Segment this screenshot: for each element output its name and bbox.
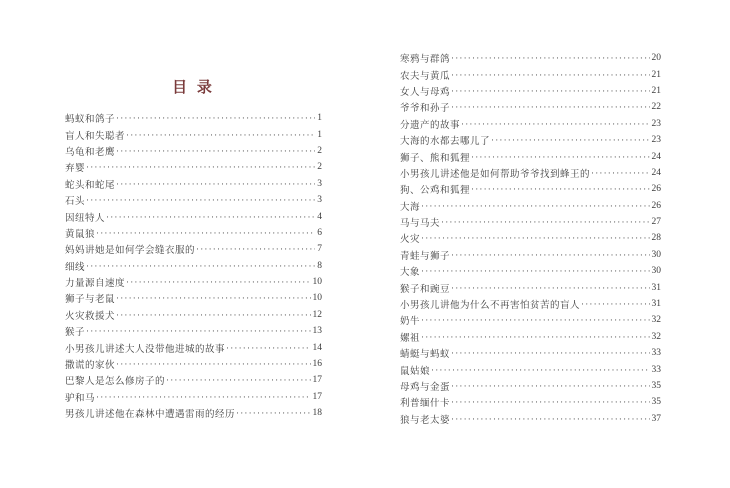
toc-entry <box>400 165 661 181</box>
toc-leader-dots <box>420 332 649 342</box>
toc-entry <box>400 83 661 99</box>
toc-page-number: 6 <box>317 227 322 238</box>
toc-entry-title: 乌龟和老鹰 <box>65 147 116 158</box>
toc-leader-dots <box>450 397 649 407</box>
toc-entry-title: 弃婴 <box>65 164 86 175</box>
toc-leader-dots <box>115 146 315 156</box>
toc-leader-dots <box>420 315 649 325</box>
toc-entry-title: 狮子、熊和狐狸 <box>400 153 471 164</box>
toc-entry <box>65 110 322 126</box>
toc-page-number: 30 <box>651 266 661 277</box>
toc-page-number: 33 <box>651 364 661 375</box>
toc-entry-title: 分遗产的故事 <box>400 120 461 131</box>
toc-leader-dots <box>165 375 310 385</box>
toc-entry <box>400 361 661 377</box>
toc-page-number: 20 <box>651 53 661 64</box>
toc-entry-title: 大海 <box>400 202 421 213</box>
toc-page-number: 23 <box>651 135 661 146</box>
toc-page-number: 32 <box>651 331 661 342</box>
toc-entry <box>65 143 322 159</box>
toc-entry-title: 利普缅什卡 <box>400 399 451 410</box>
toc-page-number: 24 <box>651 151 661 162</box>
toc-entry <box>65 323 322 339</box>
toc-page-number: 31 <box>651 282 661 293</box>
toc-leader-dots <box>490 135 649 145</box>
toc-entry <box>65 126 322 142</box>
toc-leader-dots <box>450 381 649 391</box>
toc-entry-title: 黄鼠狼 <box>65 229 96 240</box>
toc-entry <box>400 345 661 361</box>
toc-leader-dots <box>450 250 649 260</box>
toc-page-number: 18 <box>312 408 322 419</box>
toc-entry <box>400 116 661 132</box>
toc-leader-dots <box>580 299 649 309</box>
toc-entry <box>400 99 661 115</box>
toc-page-number: 3 <box>317 195 322 206</box>
toc-leader-dots <box>235 408 310 418</box>
toc-entry-title: 母鸡与金蛋 <box>400 383 451 393</box>
toc-entry <box>65 241 322 257</box>
toc-entry <box>400 230 661 246</box>
toc-page-number: 33 <box>651 348 661 359</box>
toc-entry-title: 大海的水都去哪儿了 <box>400 137 491 148</box>
toc-entry <box>65 339 322 355</box>
toc-entry-title: 蚂蚁和鸽子 <box>65 115 116 126</box>
toc-entry <box>400 378 661 394</box>
toc-entry <box>400 247 661 263</box>
toc-leader-dots <box>450 70 649 80</box>
toc-leader-dots <box>115 293 310 303</box>
toc-entry <box>400 181 661 197</box>
toc-page-number: 1 <box>317 113 322 124</box>
toc-leader-dots <box>590 168 649 178</box>
toc-page-number: 12 <box>312 309 322 320</box>
toc-leader-dots <box>450 102 649 112</box>
toc-entry <box>400 411 661 427</box>
toc-entry <box>400 394 661 410</box>
toc-leader-dots <box>430 365 649 375</box>
toc-leader-dots <box>450 414 649 424</box>
toc-entry <box>400 148 661 164</box>
toc-entry-title: 鼠姑娘 <box>400 366 431 377</box>
toc-entry-title: 石头 <box>65 197 86 208</box>
toc-entry-title: 狮子与老鼠 <box>65 295 116 306</box>
toc-page-number: 37 <box>651 413 661 424</box>
toc-entry <box>400 132 661 148</box>
toc-entry-title: 巴黎人是怎么修房子的 <box>65 377 166 388</box>
toc-page-number: 8 <box>317 260 322 271</box>
toc-page-number: 17 <box>312 391 322 402</box>
toc-entry-title: 男孩儿讲述他在森林中遭遇雷雨的经历 <box>65 410 236 421</box>
toc-entry-title: 蜻蜓与蚂蚁 <box>400 350 451 361</box>
toc-entry <box>400 50 661 66</box>
toc-entry-title: 嫘祖 <box>400 333 421 344</box>
toc-leader-dots <box>470 152 649 162</box>
toc-leader-dots <box>450 283 649 293</box>
toc-entry-title: 女人与母鸡 <box>400 87 451 98</box>
toc-page-number: 23 <box>651 118 661 129</box>
toc-entry-title: 因纽特人 <box>65 213 106 224</box>
toc-entry <box>65 307 322 323</box>
toc-entry-title: 细线 <box>65 262 86 273</box>
toc-entry-title: 驴和马 <box>65 393 96 404</box>
toc-page-number: 21 <box>651 85 661 96</box>
toc-right-column <box>400 50 661 427</box>
toc-leader-dots <box>125 130 315 140</box>
toc-entry-title: 盲人和失聪者 <box>65 131 126 142</box>
toc-entry-title: 火灾 <box>400 235 421 246</box>
toc-leader-dots <box>115 359 310 369</box>
toc-entry <box>400 198 661 214</box>
toc-entry <box>400 296 661 312</box>
toc-entry <box>65 274 322 290</box>
toc-page-number: 26 <box>651 184 661 195</box>
toc-entry-title: 马与马夫 <box>400 219 441 230</box>
toc-leader-dots <box>115 113 315 123</box>
toc-entry-title: 撒谎的家伙 <box>65 361 116 372</box>
toc-entry-title: 蛇头和蛇尾 <box>65 180 116 191</box>
toc-page-number: 1 <box>317 129 322 140</box>
toc-page-number: 28 <box>651 233 661 244</box>
toc-leader-dots <box>95 228 315 238</box>
toc-entry <box>65 192 322 208</box>
toc-entry <box>65 389 322 405</box>
toc-entry-title: 青蛙与狮子 <box>400 251 451 262</box>
toc-left-column <box>65 110 322 421</box>
toc-entry-title: 猴子 <box>65 328 86 339</box>
toc-entry-title: 奶牛 <box>400 317 421 328</box>
toc-leader-dots <box>420 266 649 276</box>
toc-leader-dots <box>85 195 315 205</box>
toc-page-number: 30 <box>651 249 661 260</box>
toc-leader-dots <box>115 179 315 189</box>
toc-entry <box>65 356 322 372</box>
toc-leader-dots <box>420 201 649 211</box>
toc-entry-title: 妈妈讲她是如何学会缝衣服的 <box>65 246 196 257</box>
toc-leader-dots <box>125 277 310 287</box>
toc-entry <box>65 159 322 175</box>
toc-entry <box>65 372 322 388</box>
toc-page-number: 32 <box>651 315 661 326</box>
toc-entry <box>400 66 661 82</box>
toc-leader-dots <box>470 184 649 194</box>
toc-entry <box>400 329 661 345</box>
toc-page-number: 16 <box>312 359 322 370</box>
toc-entry <box>400 263 661 279</box>
toc-leader-dots <box>225 343 310 353</box>
toc-entry <box>400 214 661 230</box>
toc-page-number: 35 <box>651 397 661 408</box>
toc-leader-dots <box>450 348 649 358</box>
toc-entry <box>65 290 322 306</box>
page-title: 目 录 <box>172 80 215 96</box>
toc-page-number: 21 <box>651 69 661 80</box>
toc-entry-title: 狗、公鸡和狐狸 <box>400 186 471 197</box>
toc-entry-title: 农夫与黄瓜 <box>400 71 451 82</box>
toc-leader-dots <box>115 310 310 320</box>
toc-entry-title: 小男孩儿讲他为什么不再害怕贫苦的盲人 <box>400 301 581 312</box>
toc-leader-dots <box>195 244 315 254</box>
toc-entry-title: 猴子和豌豆 <box>400 284 451 295</box>
toc-entry-title: 小男孩儿讲述大人没带他进城的故事 <box>65 344 226 355</box>
toc-leader-dots <box>420 233 649 243</box>
toc-page-number: 10 <box>312 277 322 288</box>
toc-page-number: 3 <box>317 178 322 189</box>
toc-entry <box>400 279 661 295</box>
toc-leader-dots <box>450 86 649 96</box>
toc-entry <box>65 208 322 224</box>
toc-page-number: 24 <box>651 167 661 178</box>
toc-page-number: 10 <box>312 293 322 304</box>
toc-leader-dots <box>95 392 310 402</box>
toc-page-number: 22 <box>651 102 661 113</box>
toc-page-number: 14 <box>312 342 322 353</box>
toc-entry <box>65 225 322 241</box>
toc-page-number: 13 <box>312 326 322 337</box>
toc-entry-title: 大象 <box>400 268 421 279</box>
toc-page-number: 4 <box>317 211 322 222</box>
toc-entry-title: 狼与老太婆 <box>400 415 451 426</box>
toc-leader-dots <box>450 53 649 63</box>
toc-entry <box>65 258 322 274</box>
toc-entry-title: 力量源自速度 <box>65 279 126 290</box>
toc-leader-dots <box>105 212 315 222</box>
toc-leader-dots <box>85 261 315 271</box>
toc-page-number: 27 <box>651 217 661 228</box>
toc-page-number: 7 <box>317 244 322 255</box>
toc-leader-dots <box>460 119 649 129</box>
toc-entry <box>65 176 322 192</box>
toc-page-number: 2 <box>317 145 322 156</box>
toc-leader-dots <box>85 162 315 172</box>
toc-entry <box>400 312 661 328</box>
toc-entry-title: 寒鸦与群鸽 <box>400 55 451 66</box>
toc-page-number: 35 <box>651 381 661 391</box>
toc-page-number: 17 <box>312 375 322 386</box>
toc-entry-title: 火灾救援犬 <box>65 311 116 322</box>
toc-entry <box>65 405 322 421</box>
toc-leader-dots <box>440 217 649 227</box>
toc-entry-title: 小男孩儿讲述他是如何帮助爷爷找到蜂王的 <box>400 169 591 180</box>
toc-page-number: 26 <box>651 200 661 211</box>
toc-entry-title: 爷爷和孙子 <box>400 104 451 115</box>
toc-leader-dots <box>85 326 310 336</box>
toc-page-number: 2 <box>317 162 322 173</box>
toc-page-number: 31 <box>651 299 661 310</box>
